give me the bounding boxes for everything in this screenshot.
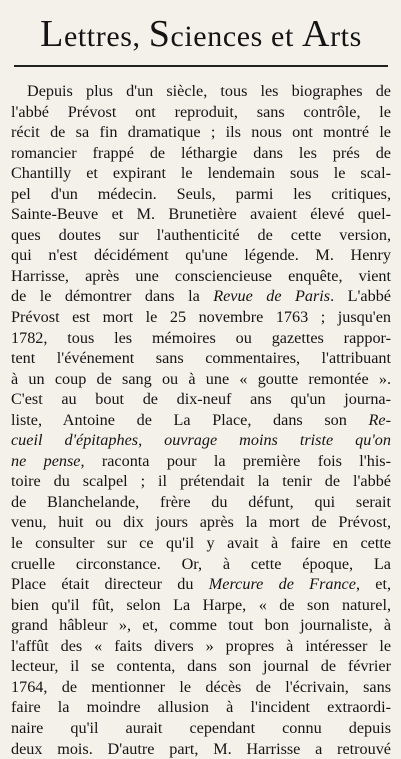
article-line: naire qu'il aurait cependant connu depuis [11, 718, 391, 739]
section-heading [11, 16, 391, 55]
article-line: Depuis plus d'un siècle, tous les biographes de [11, 81, 391, 102]
article-line [11, 430, 391, 451]
article-line: tent l'événement sans commentaires, l'attribuant [11, 348, 391, 369]
article-line [11, 451, 391, 472]
heading-initial-a: A [302, 13, 330, 55]
article-line: cruelle circonstance. Or, à cette époque, La [11, 554, 391, 575]
article-line: qui n'est décidément qu'une légende. M. Henry [11, 245, 391, 266]
article-body [11, 81, 391, 759]
article-line: Prévost est mort le 25 novembre 1763 ; jusqu'en [11, 307, 391, 328]
article-text: , et, [356, 575, 391, 593]
article-line: récit de sa fin dramatique ; ils nous ont montré le [11, 122, 391, 143]
article-line: Sainte-Beuve et M. Brunetière avaient élevé quel- [11, 204, 391, 225]
article-line: toire du scalpel ; il prétendait la tenir de l'abbé [11, 471, 391, 492]
article-line: faire la moindre allusion à l'incident extraordi- [11, 697, 391, 718]
article-line: venu, huit ou dix jours après la mort de Prévost, [11, 512, 391, 533]
article-line: l'affût des « faits divers » propres à intéresser le [11, 636, 391, 657]
book-title: ne pense, [11, 452, 85, 470]
article-line: 1782, tous les mémoires ou gazettes rappor- [11, 328, 391, 349]
article-text: Place était directeur du [11, 575, 194, 593]
article-line [11, 286, 391, 307]
article-line: 1764, de mentionner le décès de l'écrivain, sans [11, 677, 391, 698]
book-title: cueil d'épitaphes, ouvrage moins triste qu'on [11, 431, 391, 449]
article-text: . L'abbé [330, 287, 391, 305]
article-line: l'abbé Prévost ont reproduit, sans contrôle, le [11, 102, 391, 123]
heading-initial-l: L [40, 13, 64, 55]
article-line [11, 410, 391, 431]
article-line: lecteur, il se contenta, dans son journal de février [11, 656, 391, 677]
article-line: Chantilly et expirant le lendemain sous le scal- [11, 163, 391, 184]
book-title: Re- [369, 411, 391, 429]
article-line: deux mois. D'autre part, M. Harrisse a retrouvé [11, 739, 391, 759]
article-line: bien qu'il fût, selon La Harpe, « de son naturel, [11, 595, 391, 616]
heading-initial-s: S [149, 13, 171, 55]
article-line: C'est au bout de dix-neuf ans qu'un journa- [11, 389, 391, 410]
article-text: liste, Antoine de La Place, dans son [11, 411, 347, 429]
article-line: ques doutes sur l'authenticité de cette version, [11, 225, 391, 246]
article-line: romancier frappé de léthargie dans les prés de [11, 143, 391, 164]
heading-word-sciences: ciences [170, 20, 262, 53]
article-line: Harrisse, après une consciencieuse enquête, vient [11, 266, 391, 287]
heading-word-arts: rts [330, 20, 362, 53]
article-line: à un coup de sang ou à une « goutte remontée ». [11, 369, 391, 390]
article-line: grand hâbleur », et, comme tout bon journaliste, à [11, 615, 391, 636]
article-line: de Blanchelande, frère du défunt, qui serait [11, 492, 391, 513]
heading-word-lettres: ettres, [64, 20, 141, 53]
heading-rule [14, 65, 388, 67]
article-line [11, 574, 391, 595]
article-line: pel d'un médecin. Seuls, parmi les critiques, [11, 184, 391, 205]
journal-title: Mercure de France [209, 575, 356, 593]
article-text: de le démontrer dans la [11, 287, 200, 305]
journal-title: Revue de Paris [213, 287, 330, 305]
article-line: le consulter sur ce qu'il y avait à faire en cette [11, 533, 391, 554]
article-text: raconta pour la première fois l'his- [102, 452, 391, 470]
heading-word-et: et [271, 20, 294, 53]
